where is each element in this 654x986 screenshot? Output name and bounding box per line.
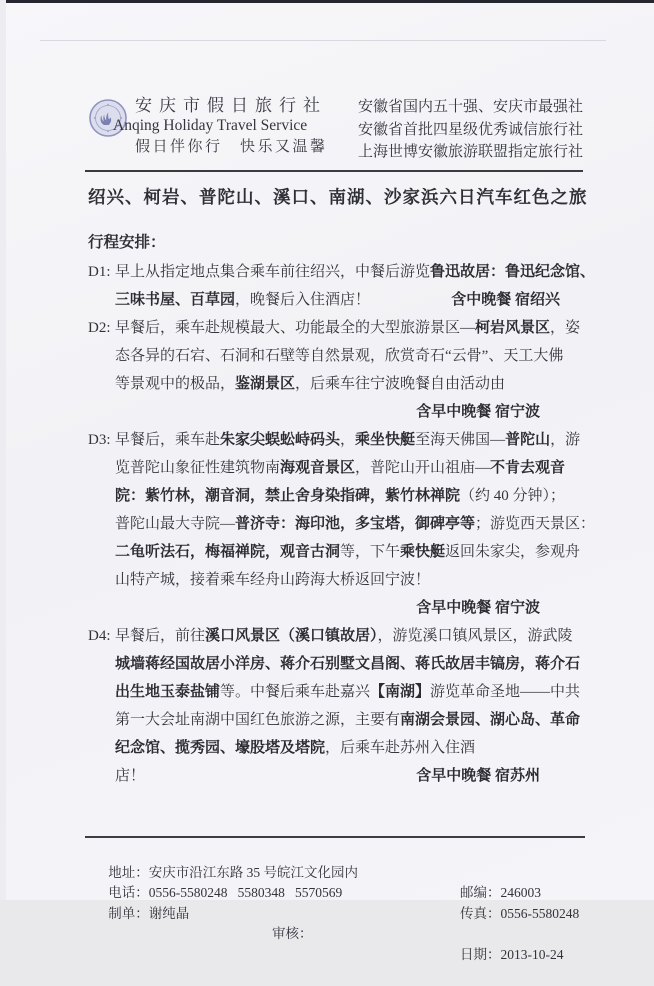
itinerary-line — [88, 454, 583, 482]
itinerary-day-D4 — [88, 622, 583, 790]
itinerary-line — [88, 706, 583, 734]
address-label: 地址： — [108, 864, 149, 880]
agency-name-en: Anqing Holiday Travel Service — [113, 117, 308, 134]
meal-lodging-note: 含早中晚餐 宿宁波 — [416, 600, 540, 616]
body-text: 态各异的石宕、石洞和石壁等自然景观，欣赏奇石“云骨”、天工大佛 — [115, 348, 564, 364]
itinerary-day-D3 — [88, 426, 596, 622]
tour-title: 绍兴、柯岩、普陀山、溪口、南湖、沙家浜六日汽车红色之旅 — [88, 187, 588, 207]
meal-lodging-note: 含中晚餐 宿绍兴 — [451, 292, 560, 308]
agency-names — [113, 95, 328, 159]
itinerary-line — [88, 286, 583, 314]
itinerary-day-D1 — [88, 258, 596, 314]
preparer-label: 制单： — [108, 905, 149, 921]
body-text: ；游览西天景区： — [475, 516, 596, 532]
fax-label: 传真： — [460, 905, 501, 921]
agency-honors — [358, 96, 583, 164]
itinerary-line — [88, 734, 583, 762]
fax-cell — [460, 904, 579, 925]
body-text: ，后乘车赴苏州入住酒 — [325, 740, 476, 756]
body-text: ，晚餐后入住酒店！ — [235, 292, 371, 308]
body-text: ，后乘车往宁波晚餐自由活动由 — [295, 376, 506, 392]
itinerary-heading: 行程安排： — [88, 234, 166, 251]
body-text: ，普陀山开山祖庙— — [355, 460, 491, 476]
highlight-text: 院：紫竹林，潮音洞，禁止舍身染指碑，紫竹林禅院 — [115, 488, 461, 504]
meal-lodging-note: 含早中晚餐 宿苏州 — [416, 768, 540, 784]
reviewer-cell — [272, 924, 313, 945]
honor-line: 安徽省国内五十强、安庆市最强社 — [357, 99, 583, 115]
phone-value: 0556-5580248 5580348 5570569 — [148, 885, 343, 900]
body-text: 返回朱家尖，参观舟 — [445, 544, 581, 560]
agency-slogan: 假日伴你行 快乐又温馨 — [135, 139, 328, 155]
agency-identity — [88, 95, 328, 159]
date-label: 日期： — [460, 946, 501, 962]
body-text: 山特产城，接着乘车经舟山跨海大桥返回宁波！ — [115, 572, 431, 588]
honor-line: 安徽省首批四星级优秀诚信旅行社 — [357, 121, 583, 138]
highlight-text: 三味书屋、百草园 — [115, 292, 236, 308]
scan-edge-artifact — [6, 0, 654, 3]
itinerary-line — [88, 482, 583, 510]
highlight-text: 城墙 — [115, 656, 146, 672]
footer-divider — [85, 836, 585, 838]
postcode-label: 邮编： — [460, 885, 501, 900]
itinerary-line — [88, 762, 583, 790]
highlight-text: 【南湖】 — [370, 684, 431, 700]
itinerary-line — [88, 622, 583, 650]
honor-line: 上海世博安徽旅游联盟指定旅行社 — [357, 144, 583, 160]
date-value: 2013-10-24 — [500, 946, 564, 962]
itinerary-line — [88, 650, 583, 678]
highlight-text: 普济寺：海印池，多宝塔，御碑亭等 — [235, 516, 476, 532]
itinerary-line — [88, 342, 583, 370]
body-text: （约 40 分钟）； — [460, 488, 566, 504]
day-label: D4: — [88, 628, 111, 644]
fax-value: 0556-5580248 — [500, 905, 580, 921]
body-text: 游览革命圣地——中共 — [430, 684, 581, 700]
day-label: D1: — [88, 264, 111, 280]
day-label: D3: — [88, 432, 111, 448]
highlight-text: 出生地玉泰盐铺 — [115, 684, 221, 700]
highlight-text: 蒋经国故居小洋房、蒋介石别墅文昌阁、蒋氏故居丰镐房，蒋介石 — [145, 656, 581, 672]
body-text: 早餐后，乘车赴规模最大、功能最全的大型旅游景区— — [115, 320, 476, 336]
body-text: ，游 — [550, 432, 581, 448]
highlight-text: 鲁迅故居：鲁迅纪念馆、 — [430, 264, 596, 280]
body-text: ，姿 — [550, 320, 581, 336]
itinerary-line — [88, 258, 596, 286]
date-cell — [460, 945, 564, 966]
highlight-text: 海观音景区 — [280, 460, 356, 476]
highlight-text: 南湖会景园、湖心岛、革命 — [400, 712, 581, 728]
letterhead — [88, 95, 583, 167]
meal-lodging-note: 含早中晚餐 宿宁波 — [416, 404, 540, 420]
agency-name-cn: 安庆市假日旅行社 — [135, 96, 327, 115]
footer-info — [88, 842, 585, 962]
highlight-text: 溪口风景区（溪口镇故居） — [205, 628, 378, 644]
itinerary-line — [88, 370, 583, 398]
phone-label: 电话： — [108, 885, 149, 900]
itinerary-line — [88, 314, 583, 342]
itinerary-line — [88, 678, 583, 706]
body-text: 早上从指定地点集合乘车前往绍兴，中餐后游览 — [115, 264, 431, 280]
body-text: ， — [340, 432, 356, 448]
day-label: D2: — [88, 320, 111, 336]
highlight-text: 二龟听法石，梅福禅院，观音古洞 — [115, 544, 341, 560]
itinerary-line — [88, 594, 583, 622]
highlight-text: 鉴湖景区 — [235, 376, 296, 392]
body-text: 早餐后，乘车赴 — [115, 432, 221, 448]
body-text: 等。中餐后乘车赴嘉兴 — [220, 684, 371, 700]
body-text: 至海天佛国— — [415, 432, 506, 448]
itinerary-line — [88, 398, 583, 426]
address-value: 安庆市沿江东路 35 号皖江文化园内 — [148, 864, 358, 880]
scan-left-band — [0, 0, 6, 900]
itinerary-day-D2 — [88, 314, 583, 426]
body-text: 早餐后，前往 — [115, 628, 206, 644]
body-text: 等，下午 — [340, 544, 401, 560]
body-text: ，游览溪口镇风景区，游武陵 — [377, 628, 573, 644]
body-text: 店！ — [115, 768, 146, 784]
highlight-text: 纪念馆、揽秀园、壕股塔及塔院 — [115, 740, 326, 756]
body-text: 等景观中的极品， — [115, 376, 236, 392]
itinerary-line — [88, 538, 583, 566]
itinerary-line — [88, 566, 583, 594]
highlight-text: 不肯去观音 — [490, 460, 566, 476]
itinerary-list — [88, 258, 596, 790]
scan-crease-line — [40, 40, 606, 41]
postcode-value: 246003 — [500, 885, 541, 900]
itinerary-line — [88, 510, 596, 538]
body-text: 普陀山最大寺院— — [115, 516, 236, 532]
letterhead-divider — [85, 170, 583, 172]
itinerary-line — [88, 426, 583, 454]
highlight-text: 朱家尖蜈蚣峙码头 — [220, 432, 341, 448]
highlight-text: 乘快艇 — [400, 544, 446, 560]
highlight-text: 柯岩风景区 — [475, 320, 551, 336]
body-text: 第一大会址南湖中国红色旅游之源，主要有 — [115, 712, 401, 728]
preparer-value: 谢纯晶 — [148, 905, 190, 921]
reviewer-label: 审核： — [272, 926, 313, 941]
highlight-text: 普陀山 — [505, 432, 551, 448]
highlight-text: 乘坐快艇 — [355, 432, 416, 448]
body-text: 览普陀山象征性建筑物南 — [115, 460, 281, 476]
